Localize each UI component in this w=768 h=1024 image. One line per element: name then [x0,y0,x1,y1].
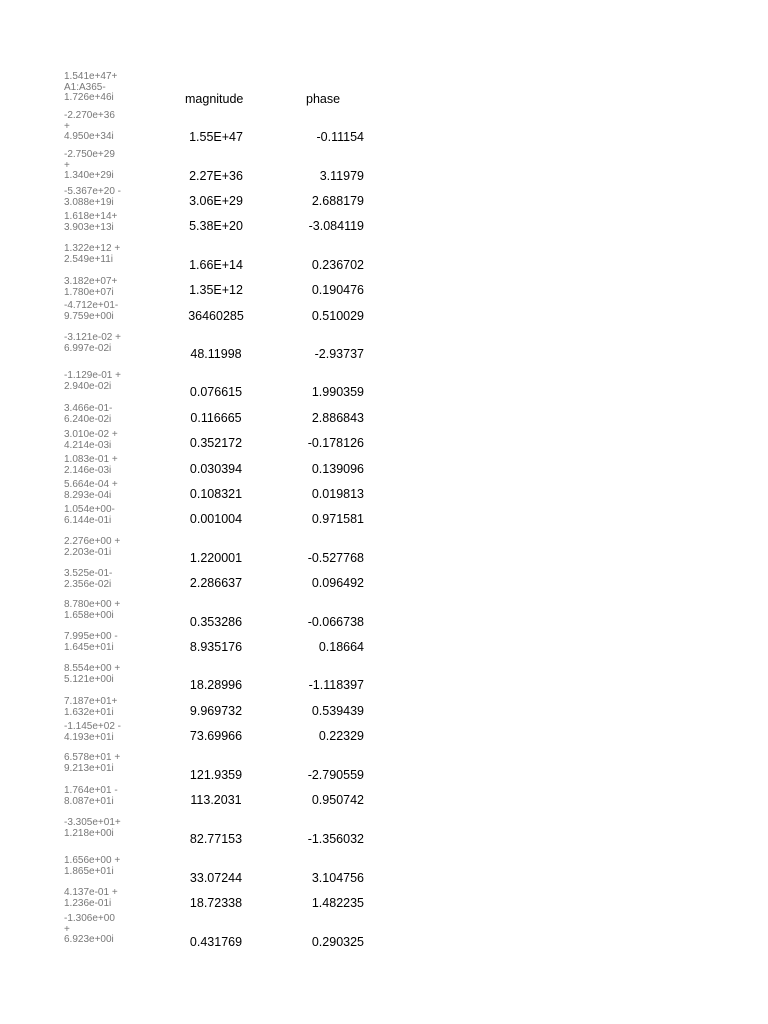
phase-cell[interactable]: -0.527768 [307,551,364,565]
magnitude-cell[interactable]: 121.9359 [189,768,243,782]
magnitude-cell[interactable]: 33.07244 [189,871,243,885]
complex-value-cell[interactable]: 5.664e-04 + 8.293e-04i [64,479,118,501]
magnitude-cell[interactable]: 36460285 [188,309,244,323]
complex-value-cell[interactable]: 3.525e-01- 2.356e-02i [64,568,113,590]
magnitude-cell[interactable]: 113.2031 [190,793,242,807]
magnitude-cell[interactable]: 8.935176 [189,640,243,654]
complex-value-cell[interactable]: 4.137e-01 + 1.236e-01i [64,887,118,909]
complex-value-cell[interactable]: 1.054e+00- 6.144e-01i [64,504,115,526]
complex-value-cell[interactable]: 6.578e+01 + 9.213e+01i [64,752,121,774]
phase-cell[interactable]: 0.18664 [318,640,364,654]
magnitude-cell[interactable]: 1.220001 [189,551,243,565]
complex-value-cell[interactable]: -2.750e+29 + 1.340e+29i [64,149,115,181]
phase-cell[interactable]: -0.11154 [316,130,364,144]
complex-value-cell[interactable]: 1.618e+14+ 3.903e+13i [64,211,118,233]
phase-cell[interactable]: 2.688179 [311,194,364,208]
magnitude-cell[interactable]: 3.06E+29 [189,194,243,208]
magnitude-cell[interactable]: 82.77153 [189,832,243,846]
phase-cell[interactable]: -0.066738 [307,615,364,629]
phase-cell[interactable]: 3.104756 [311,871,364,885]
complex-value-cell[interactable]: 1.764e+01 - 8.087e+01i [64,785,118,807]
magnitude-cell[interactable]: 0.001004 [189,512,243,526]
complex-value-cell[interactable]: 8.780e+00 + 1.658e+00i [64,599,121,621]
magnitude-cell[interactable]: 9.969732 [189,704,243,718]
complex-value-cell[interactable]: 1.656e+00 + 1.865e+01i [64,855,121,877]
phase-cell[interactable]: 3.11979 [319,169,364,183]
phase-cell[interactable]: 0.950742 [311,793,364,807]
phase-cell[interactable]: 1.482235 [311,896,364,910]
phase-cell[interactable]: -1.118397 [308,678,364,692]
magnitude-cell[interactable]: 18.72338 [189,896,243,910]
complex-value-cell[interactable]: 7.995e+00 - 1.645e+01i [64,631,118,653]
magnitude-cell[interactable]: 2.27E+36 [189,169,243,183]
complex-value-cell[interactable]: 1.322e+12 + 2.549e+11i [64,243,121,265]
phase-cell[interactable]: 0.190476 [311,283,364,297]
phase-cell[interactable]: 0.019813 [311,487,364,501]
phase-cell[interactable]: 0.539439 [311,704,364,718]
magnitude-cell[interactable]: 48.11998 [190,347,242,361]
complex-value-cell[interactable]: -3.121e-02 + 6.997e-02i [64,332,121,354]
magnitude-cell[interactable]: 0.030394 [189,462,243,476]
phase-header[interactable]: phase [306,92,341,106]
magnitude-cell[interactable]: 1.55E+47 [189,130,243,144]
complex-value-cell[interactable]: -1.306e+00 + 6.923e+00i [64,913,115,945]
phase-cell[interactable]: 0.971581 [311,512,364,526]
magnitude-cell[interactable]: 5.38E+20 [189,219,243,233]
complex-value-cell[interactable]: 2.276e+00 + 2.203e-01i [64,536,121,558]
magnitude-cell[interactable]: 2.286637 [189,576,243,590]
magnitude-cell[interactable]: 1.66E+14 [189,258,243,272]
magnitude-cell[interactable]: 0.076615 [189,385,243,399]
magnitude-cell[interactable]: 0.431769 [189,935,243,949]
complex-value-cell[interactable]: 1.541e+47+ A1:A365- 1.726e+46i [64,71,118,103]
complex-value-cell[interactable]: 7.187e+01+ 1.632e+01i [64,696,118,718]
magnitude-cell[interactable]: 1.35E+12 [189,283,243,297]
complex-value-cell[interactable]: 3.010e-02 + 4.214e-03i [64,429,118,451]
complex-value-cell[interactable]: 3.466e-01- 6.240e-02i [64,403,113,425]
complex-value-cell[interactable]: -1.145e+02 - 4.193e+01i [64,721,121,743]
phase-cell[interactable]: 0.290325 [311,935,364,949]
phase-cell[interactable]: -2.790559 [307,768,364,782]
phase-cell[interactable]: -0.178126 [307,436,364,450]
phase-cell[interactable]: -3.084119 [308,219,364,233]
magnitude-cell[interactable]: 0.116665 [190,411,242,425]
phase-cell[interactable]: -2.93737 [314,347,364,361]
phase-cell[interactable]: 0.096492 [311,576,364,590]
complex-value-cell[interactable]: 3.182e+07+ 1.780e+07i [64,276,118,298]
complex-value-cell[interactable]: -2.270e+36 + 4.950e+34i [64,110,115,142]
phase-cell[interactable]: -1.356032 [307,832,364,846]
magnitude-cell[interactable]: 18.28996 [189,678,243,692]
magnitude-cell[interactable]: 0.353286 [189,615,243,629]
complex-value-cell[interactable]: -3.305e+01+ 1.218e+00i [64,817,121,839]
magnitude-header[interactable]: magnitude [185,92,244,106]
magnitude-cell[interactable]: 0.352172 [189,436,243,450]
phase-cell[interactable]: 1.990359 [311,385,364,399]
phase-cell[interactable]: 0.510029 [311,309,364,323]
phase-cell[interactable]: 0.22329 [318,729,364,743]
complex-value-cell[interactable]: -4.712e+01- 9.759e+00i [64,300,119,322]
complex-value-cell[interactable]: 8.554e+00 + 5.121e+00i [64,663,121,685]
magnitude-cell[interactable]: 73.69966 [189,729,243,743]
phase-cell[interactable]: 0.139096 [311,462,364,476]
phase-cell[interactable]: 2.886843 [311,411,364,425]
complex-value-cell[interactable]: 1.083e-01 + 2.146e-03i [64,454,118,476]
magnitude-cell[interactable]: 0.108321 [189,487,243,501]
complex-value-cell[interactable]: -5.367e+20 - 3.088e+19i [64,186,121,208]
complex-value-cell[interactable]: -1.129e-01 + 2.940e-02i [64,370,121,392]
phase-cell[interactable]: 0.236702 [311,258,364,272]
